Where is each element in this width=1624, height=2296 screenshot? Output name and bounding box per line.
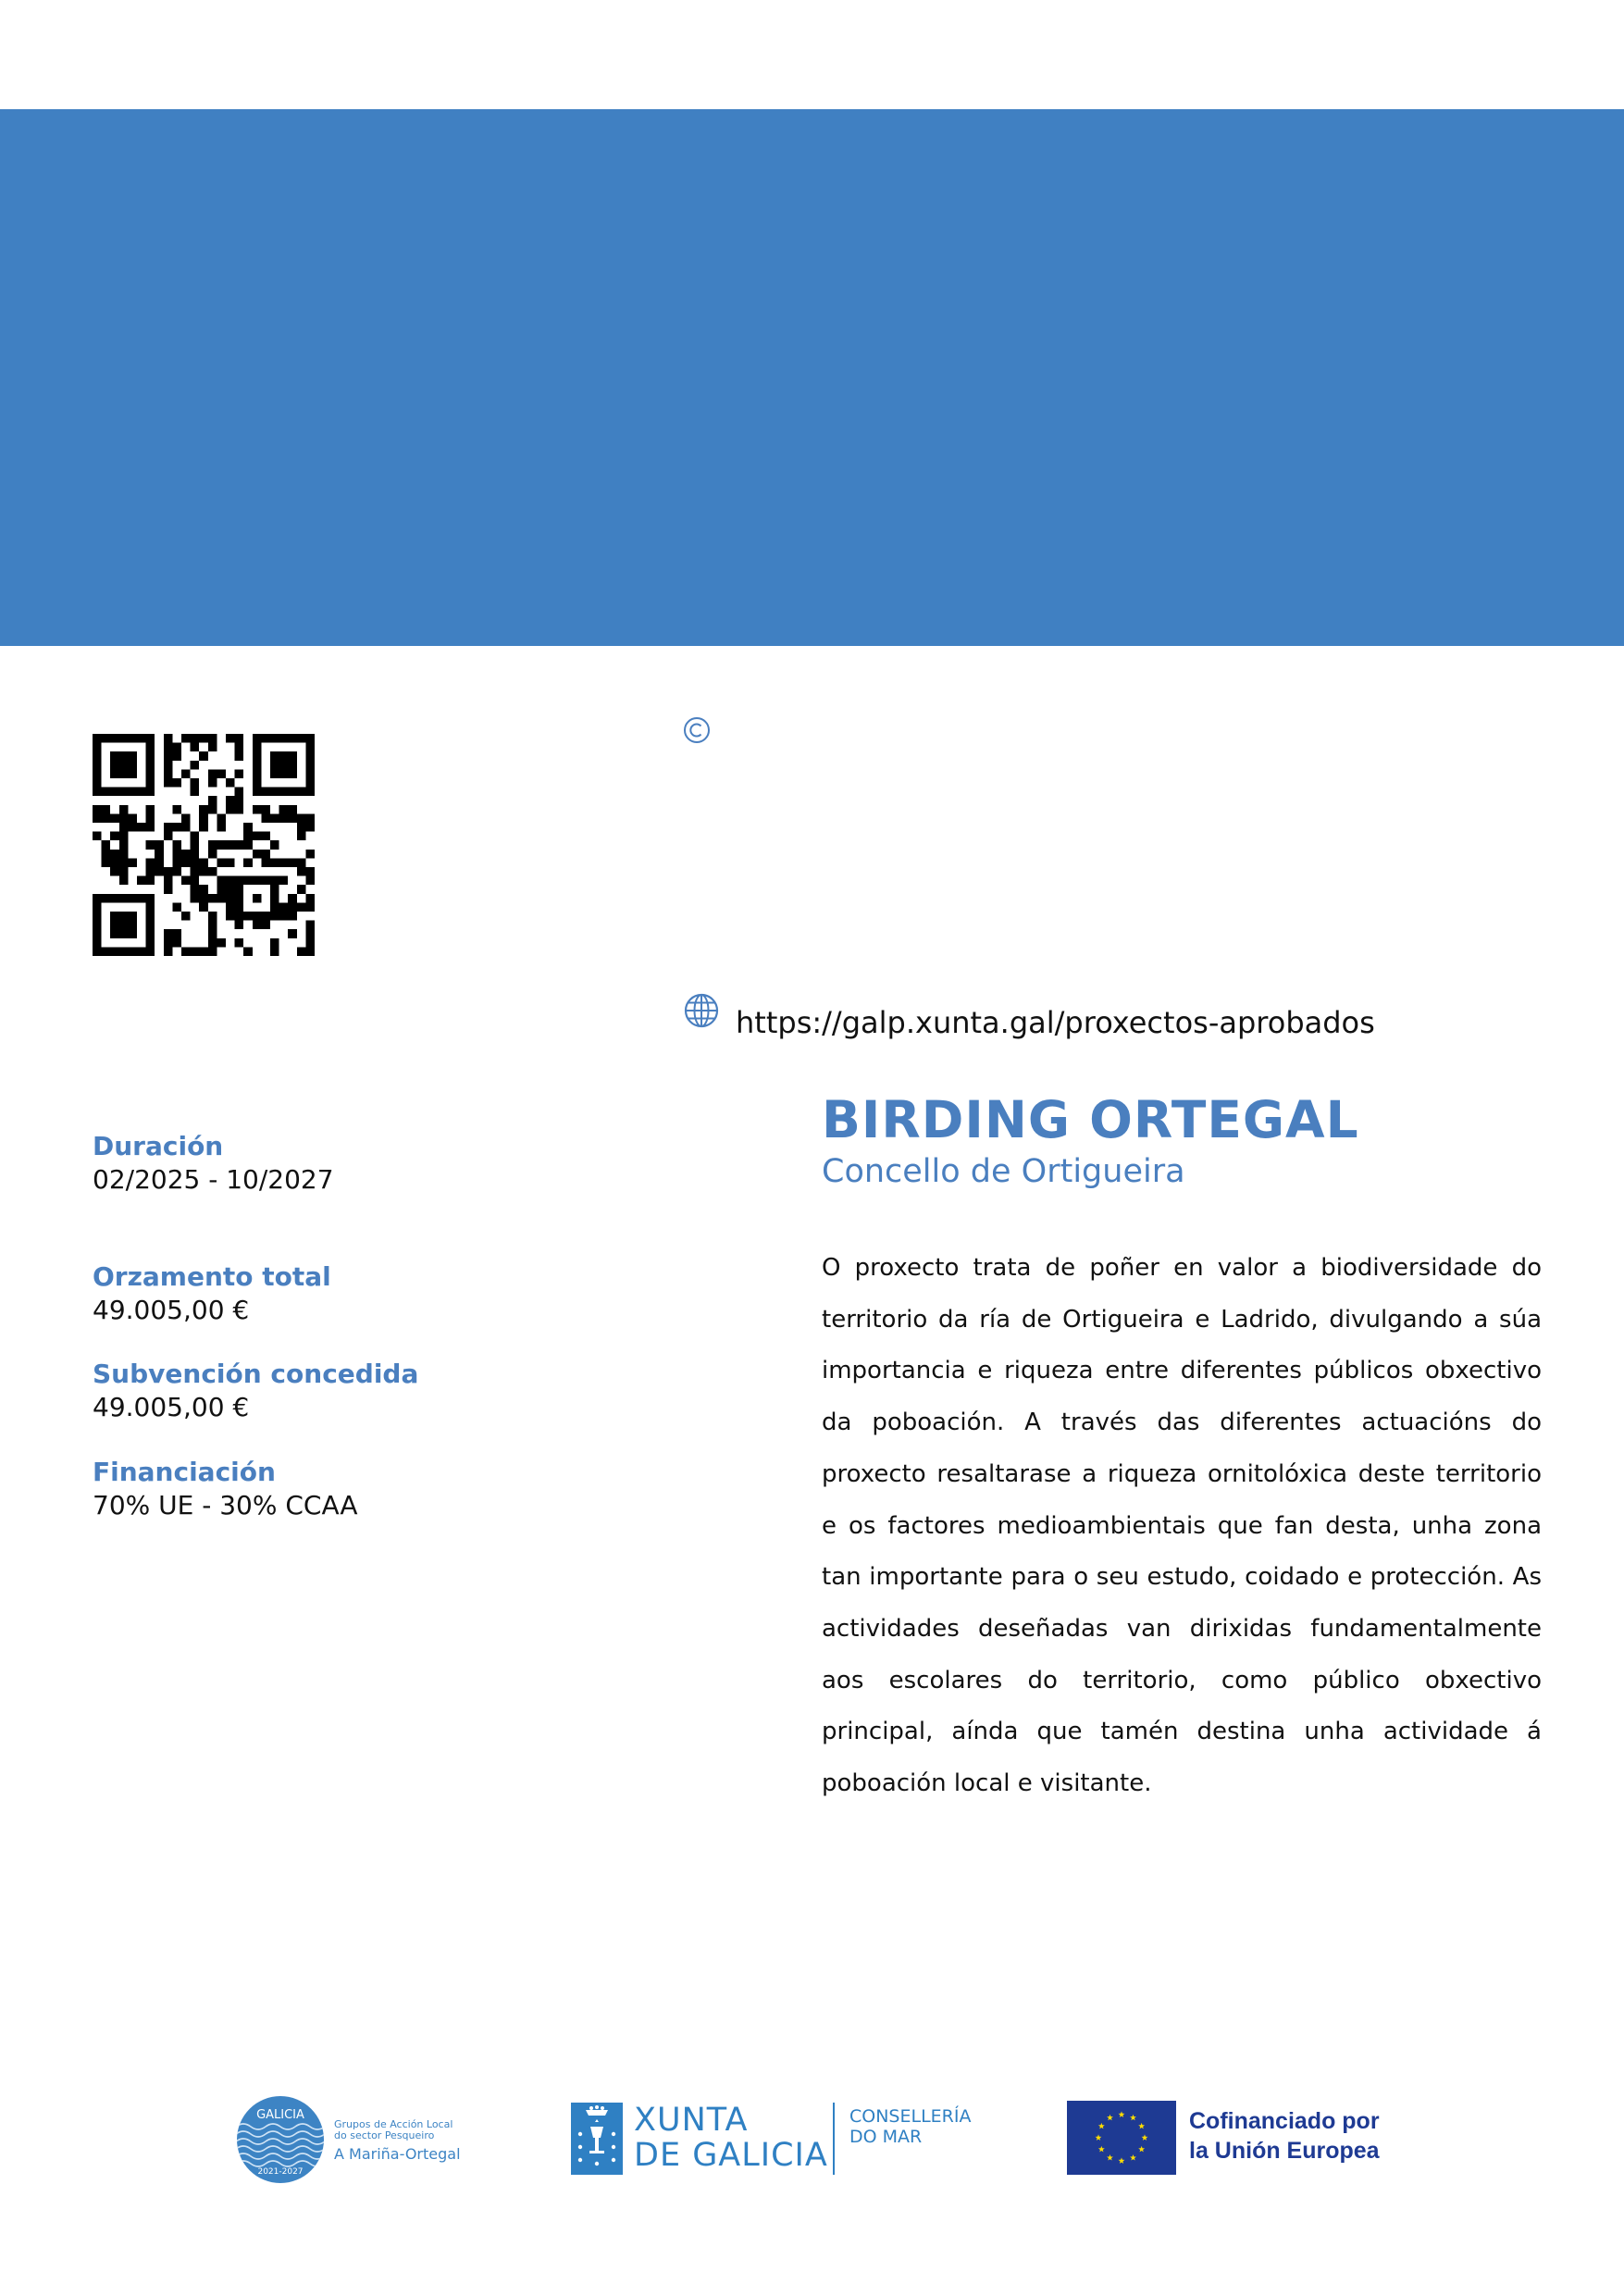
xunta-line2: DE GALICIA [634,2137,828,2174]
galp-years: 2021-2027 [257,2167,304,2177]
duration-value: 02/2025 - 10/2027 [93,1164,334,1195]
xunta-logo [571,2101,987,2178]
eu-line1: Cofinanciado por [1189,2108,1380,2134]
xunta-line1: XUNTA [634,2102,749,2139]
globe-icon [683,992,720,1029]
budget-value: 49.005,00 € [93,1295,250,1325]
funding-label: Financiación [93,1457,276,1487]
project-subtitle: Concello de Ortigueira [822,1153,1185,1190]
xunta-dept2: DO MAR [849,2127,923,2147]
duration-label: Duración [93,1131,224,1161]
project-title: BIRDING ORTEGAL [822,1090,1359,1149]
project-url-link[interactable]: https://galp.xunta.gal/proxectos-aprobados [736,1005,1375,1040]
galp-line2: do sector Pesqueiro [334,2129,435,2141]
qr-code[interactable] [93,734,315,956]
xunta-divider [833,2103,835,2175]
galp-logo [236,2095,486,2184]
galp-name: A Mariña-Ortegal [334,2145,461,2163]
eu-flag-icon [1067,2101,1176,2175]
budget-label: Orzamento total [93,1261,331,1292]
eu-logo [1067,2101,1419,2177]
eu-line2: la Unión Europea [1189,2138,1380,2164]
funding-value: 70% UE - 30% CCAA [93,1490,358,1520]
xunta-dept1: CONSELLERÍA [849,2106,972,2127]
header-banner [0,109,1624,646]
project-description: O proxecto trata de poñer en valor a biodiversidade do territorio da ría de Ortigueira e Ladrido, divulgando a súa importancia e riqueza entre diferentes públicos obxectivo da poboación. A través das diferentes actuacións do proxecto resaltarase a riqueza ornitolóxica deste territorio e os factores medioambientais que fan desta, unha zona tan importante para o seu estudo, coidado e protección. As actividades deseñadas van dirixidas fundamentalmente aos escolares do territorio, como público obxectivo principal, aínda que tamén destina unha actividade á poboación local e visitante. [822,1254,1542,1798]
subsidy-label: Subvención concedida [93,1359,419,1389]
galp-circle-text: GALICIA [256,2108,304,2122]
subsidy-value: 49.005,00 € [93,1392,250,1422]
copyright-icon [682,715,712,745]
xunta-shield-icon [571,2103,623,2175]
galp-line1: Grupos de Acción Local [334,2118,453,2130]
